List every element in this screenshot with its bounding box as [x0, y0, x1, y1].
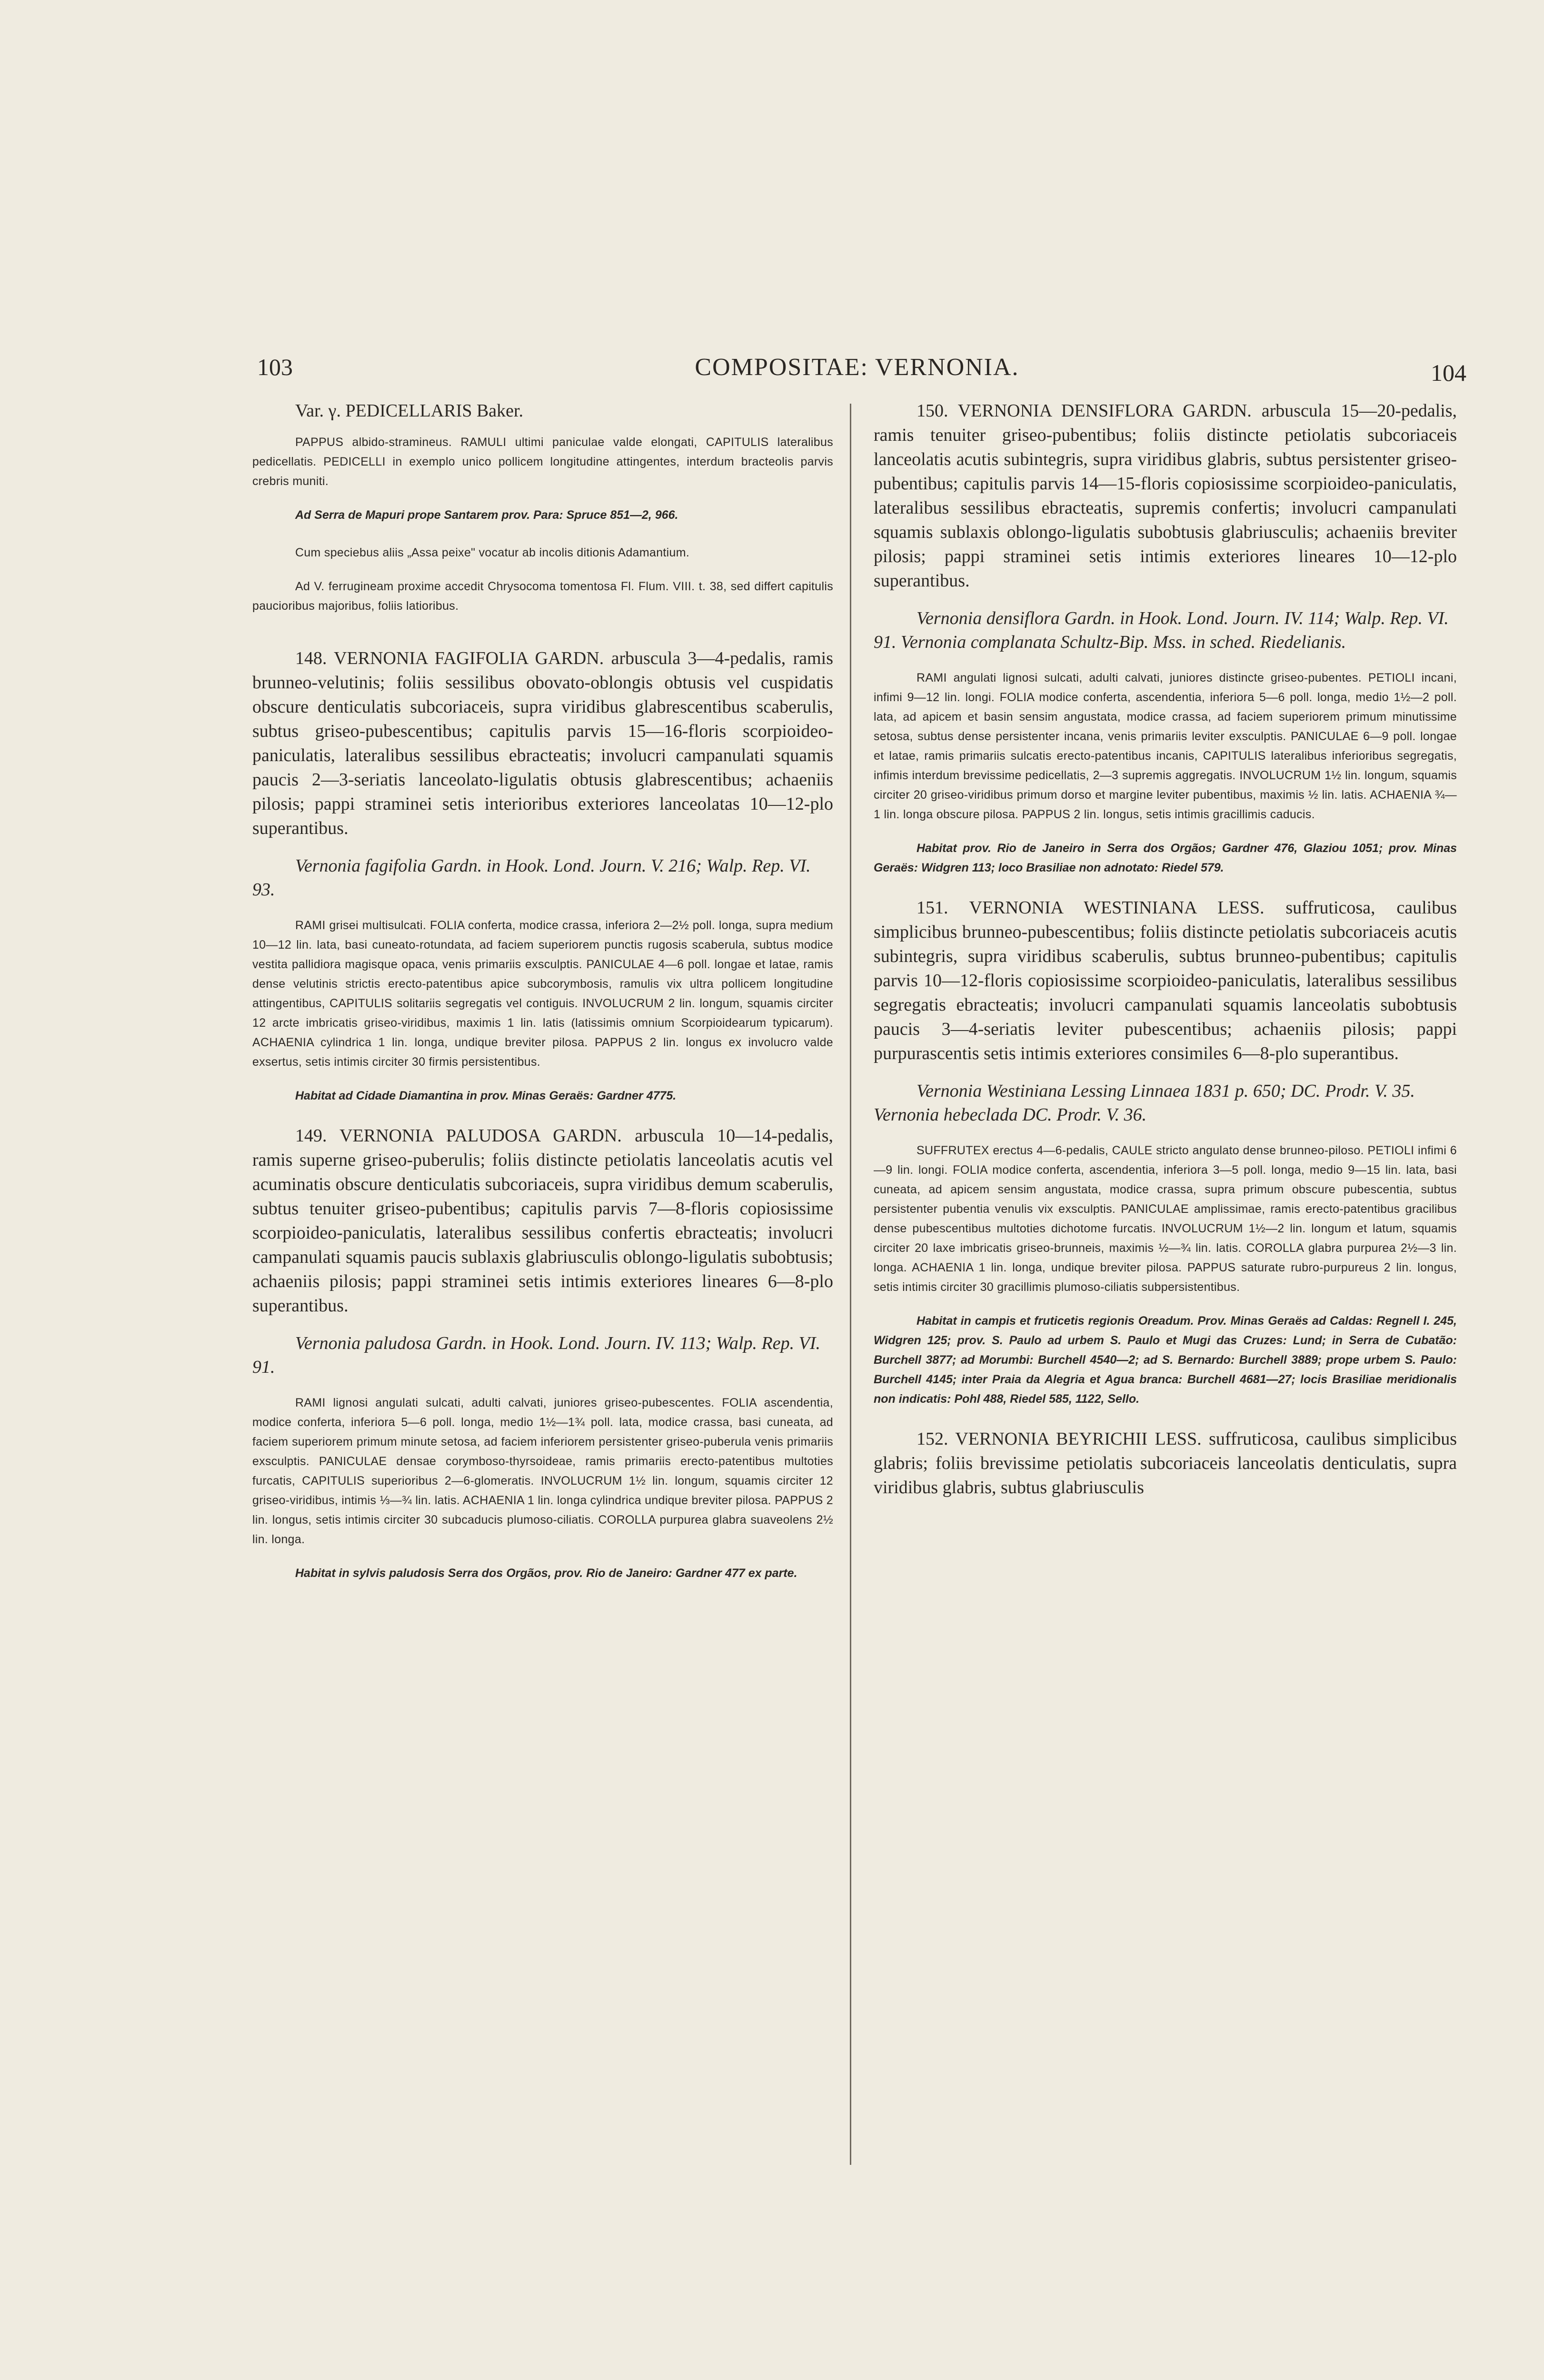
species-149-description: RAMI lignosi angulati sulcati, adulti calvati, juniores griseo-pubescentes. FOLIA ascendentia, modice conferta, inferiora 5—6 poll. longa, medio 1½—1¾ poll. lata, modice crassa, basi cuneata, ad faciem superiorem primum minute setosa, ad faciem inferiorem persistenter griseo-puberula venis primariis exsculptis. PANICULAE densae corymboso-thyrsoideae, ramis primariis erecto-patentibus multoties furcatis, CAPITULIS superioribus 2—6-glomeratis. INVOLUCRUM 1½ lin. longum, squamis circiter 12 griseo-viridibus, intimis ⅓—¾ lin. latis. ACHAENIA 1 lin. longa cylindrica undique breviter pilosa. PAPPUS 2 lin. longus, setis intimis circiter 30 subcaducis plumoso-ciliatis. COROLLA purpurea glabra suaveolens 2½ lin. longa.: [252, 1396, 833, 1546]
page-header: [252, 353, 1466, 396]
affinity-note: Ad V. ferrugineam proxime accedit Chrysocoma tomentosa Fl. Flum. VIII. t. 38, sed differt capitulis paucioribus majoribus, foliis latioribus.: [252, 580, 833, 613]
species-151-habitat: Habitat in campis et fruticetis regionis Oreadum. Prov. Minas Geraës ad Caldas: Regnell I. 245, Widgren 125; prov. S. Paulo ad urbem S. Paulo et Mugi das Cruzes: Lund; in Serra de Cubatão: Burchell 3877; ad Morumbi: Burchell 4540—2; ad S. Bernardo: Burchell 3889; prope urbem S. Paulo: Burchell 4145; inter Praia da Alegria et Agua branca: Burchell 4681—27; locis Brasiliae meridionalis non indicatis: Pohl 488, Riedel 585, 1122, Sello.: [874, 1314, 1457, 1406]
column-divider: [850, 404, 851, 2165]
species-151-description: SUFFRUTEX erectus 4—6-pedalis, CAULE stricto angulato dense brunneo-piloso. PETIOLI infimi 6—9 lin. longi. FOLIA modice conferta, ascendentia, inferiora 3—5 poll. longa, medio 9—15 lin. lata, basi cuneata, ad apicem sensim angustata, modice crassa, supra primum obscure pubescentia, subtus persistenter pubentia venulis vix exsculptis. PANICULAE amplissimae, ramis erecto-patentibus gracilibus dense pubescentibus multoties dichotome furcatis. INVOLUCRUM 1½—2 lin. longum et latum, squamis circiter 20 laxe imbricatis griseo-brunneis, maximis ½—¾ lin. latis. COROLLA glabra purpurea 2½—3 lin. longa. ACHAENIA 1 lin. longa, undique breviter pilosa. PAPPUS saturate rubro-purpureus 2 lin. longus, setis intimis circiter 30 gracillimis plumoso-ciliatis subpersistentibus.: [874, 1144, 1457, 1294]
species-149-synonymy: Vernonia paludosa Gardn. in Hook. Lond. Journ. IV. 113; Walp. Rep. VI. 91.: [252, 1333, 821, 1377]
running-title: COMPOSITAE: VERNONIA.: [695, 354, 1019, 381]
species-148-synonymy: Vernonia fagifolia Gardn. in Hook. Lond. Journ. V. 216; Walp. Rep. VI. 93.: [252, 856, 811, 900]
species-149-diagnosis: 149. VERNONIA PALUDOSA GARDN. arbuscula 10—14-pedalis, ramis superne griseo-puberulis; foliis distincte petiolatis lanceolatis acutis vel acuminatis obscure denticulatis subcoriaceis, supra viridibus demum scaberulis, subtus tenuiter griseo-pubentibus; capitulis parvis 7—8-floris copiosissime scorpioideo-paniculatis, lateralibus sessilibus confertis ebracteatis; involucri campanulati squamis paucis sublaxis glabriusculis oblongo-ligulatis subobtusis; achaeniis pilosis; pappi straminei setis intimis exteriores lineares 6—8-plo superantibus.: [252, 1126, 833, 1316]
right-column: [874, 399, 1457, 1513]
species-148-habitat: Habitat ad Cidade Diamantina in prov. Minas Geraës: Gardner 4775.: [295, 1089, 677, 1102]
species-150-description: RAMI angulati lignosi sulcati, adulti calvati, juniores distincte griseo-pubentes. PETIOLI incani, infimi 9—12 lin. longi. FOLIA modice conferta, ascendentia, inferiora 5—6 poll. longa, medio 1½—2 poll. lata, ad apicem et basin sensim angustata, modice crassa, ad faciem superiorem primum minutissime setosa, subtus dense persistenter incana, venis primariis leviter exsculptis. PANICULAE 6—9 poll. longae et latae, ramis primariis sulcatis erecto-patentibus incanis, CAPITULIS lateralibus inferioribus segregatis, infimis interdum brevissime pedicellatis, 2—3 supremis aggregatis. INVOLUCRUM 1½ lin. longum, squamis circiter 20 griseo-viridibus primum dorso et margine leviter pubentibus, maximis ½ lin. latis. ACHAENIA ¾—1 lin. longa obscure pilosa. PAPPUS 2 lin. longus, setis intimis gracillimis caducis.: [874, 671, 1457, 821]
variety-locality: Ad Serra de Mapuri prope Santarem prov. Para: Spruce 851—2, 966.: [295, 508, 678, 522]
species-148-diagnosis: 148. VERNONIA FAGIFOLIA GARDN. arbuscula 3—4-pedalis, ramis brunneo-velutinis; foliis sessilibus obovato-oblongis obtusis vel cuspidatis obscure denticulatis subcoriaceis, supra viridibus glabrescentibus scaberulis, subtus griseo-pubescentibus; capitulis parvis 15—16-floris scorpioideo-paniculatis, lateralibus sessilibus ebracteatis; involucri campanulati squamis paucis 2—3-seriatis lanceolato-ligulatis obtusis glabrescentibus; achaeniis pilosis; pappi straminei setis interioribus exteriores lanceolatas 10—12-plo superantibus.: [252, 648, 833, 838]
page-number-left: 103: [257, 354, 293, 380]
species-150-habitat: Habitat prov. Rio de Janeiro in Serra dos Orgãos; Gardner 476, Glaziou 1051; prov. Minas Geraës: Widgren 113; loco Brasiliae non adnotato: Riedel 579.: [874, 842, 1457, 874]
species-150-diagnosis: 150. VERNONIA DENSIFLORA GARDN. arbuscula 15—20-pedalis, ramis tenuiter griseo-pubentibus; foliis distincte petiolatis subcoriaceis lanceolatis acutis subintegris, supra viridibus glabris, subtus persistenter griseo-pubentibus; capitulis parvis 14—15-floris copiosissime scorpioideo-paniculatis, lateralibus sessilibus ebracteatis, supremis confertis; involucri campanulati squamis sublaxis oblongo-ligulatis subobtusis glabriusculis; achaeniis breviter pilosis; pappi straminei setis intimis exteriores lineares 10—12-plo superantibus.: [874, 401, 1457, 591]
species-152-diagnosis: 152. VERNONIA BEYRICHII LESS. suffruticosa, caulibus simplicibus glabris; foliis brevissime petiolatis subcoriaceis lanceolatis denticulatis, supra viridibus glabris, subtus glabriusculis: [874, 1429, 1457, 1497]
species-150-synonymy: Vernonia densiflora Gardn. in Hook. Lond. Journ. IV. 114; Walp. Rep. VI. 91. Vernonia complanata Schultz-Bip. Mss. in sched. Riedelianis.: [874, 608, 1449, 652]
species-148-description: RAMI grisei multisulcati. FOLIA conferta, modice crassa, inferiora 2—2½ poll. longa, supra medium 10—12 lin. lata, basi cuneato-rotundata, ad faciem superiorem punctis rugosis scaberula, subtus modice vestita pallidiora magisque opaca, venis primariis exsculptis. PANICULAE 4—6 poll. longae et latae, ramis dense velutinis strictis erecto-patentibus apice subcorymbosis, ramulis vix ultra pollicem longitudine attingentibus, CAPITULIS solitariis segregatis vel contiguis. INVOLUCRUM 2 lin. longum, squamis circiter 12 arcte imbricatis griseo-viridibus, maximis 1 lin. latis (latissimis omnium Scorpioidearum typicarum). ACHAENIA cylindrica 1 lin. longa, undique breviter pilosa. PAPPUS 2 lin. longus ex involucro valde exsertus, setis intimis circiter 30 firmis persistentibus.: [252, 919, 833, 1069]
species-149-habitat: Habitat in sylvis paludosis Serra dos Orgãos, prov. Rio de Janeiro: Gardner 477 ex parte.: [295, 1567, 797, 1580]
page-number-right: 104: [1431, 359, 1466, 386]
variety-description: PAPPUS albido-stramineus. RAMULI ultimi paniculae valde elongati, CAPITULIS lateralibus pedicellatis. PEDICELLI in exemplo unico pollicem longitudine attingentes, interdum bracteolis parvis crebris muniti.: [252, 436, 833, 488]
species-151-diagnosis: 151. VERNONIA WESTINIANA LESS. suffruticosa, caulibus simplicibus brunneo-pubescentibus; foliis distincte petiolatis subcoriaceis acutis subintegris, supra viridibus scaberulis, subtus brunneo-pubentibus; capitulis parvis 10—12-floris copiosissime scorpioideo-paniculatis, lateralibus sessilibus segregatis ebracteatis; involucri campanulati squamis lanceolatis subobtusis paucis 3—4-seriatis leviter pubescentibus; achaeniis pilosis; pappi purpurascentis setis intimis exteriores consimiles 6—8-plo superantibus.: [874, 898, 1457, 1063]
variety-heading: Var. γ. PEDICELLARIS Baker.: [295, 401, 524, 421]
species-151-synonymy: Vernonia Westiniana Lessing Linnaea 1831 p. 650; DC. Prodr. V. 35. Vernonia hebeclada DC. Prodr. V. 36.: [874, 1081, 1415, 1125]
left-column: [252, 399, 833, 1601]
vernacular-note: Cum speciebus aliis „Assa peixe" vocatur ab incolis ditionis Adamantium.: [295, 546, 690, 559]
